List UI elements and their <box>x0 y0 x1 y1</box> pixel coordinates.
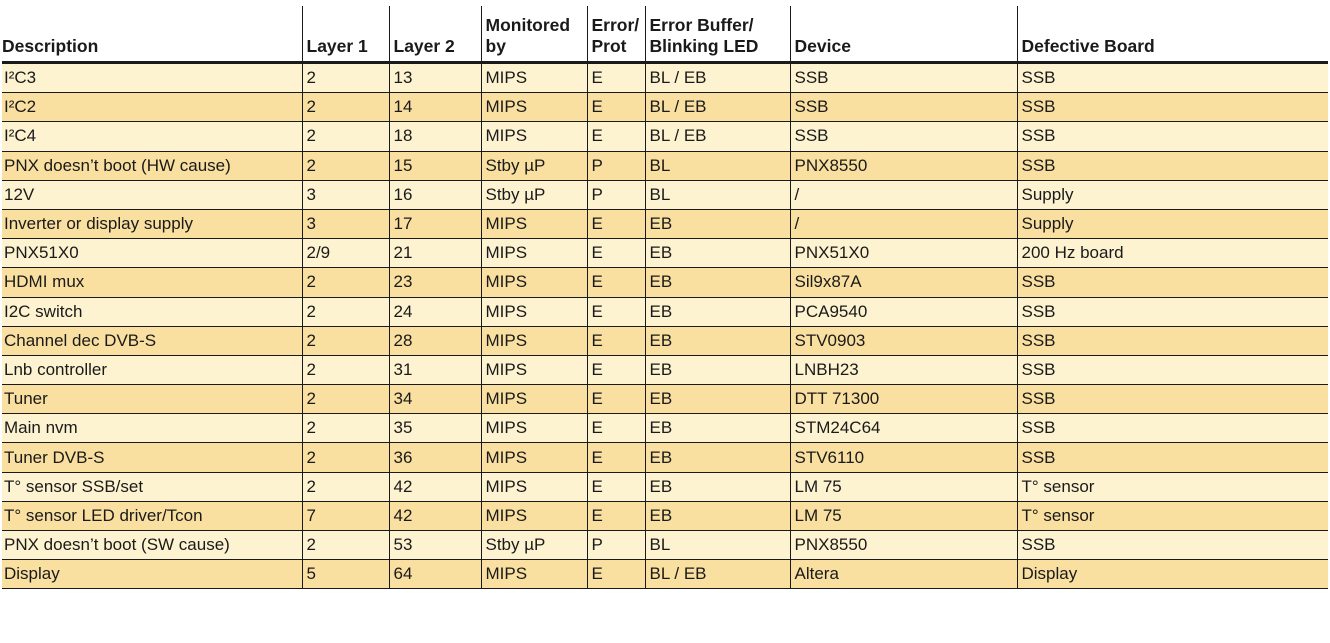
cell-monitored-by: MIPS <box>481 414 587 443</box>
cell-error-prot: E <box>587 414 645 443</box>
table-row <box>2 355 1328 384</box>
cell-layer-1: 2 <box>302 472 389 501</box>
cell-device: PNX51X0 <box>790 239 1017 268</box>
cell-error-buffer: EB <box>645 443 790 472</box>
cell-layer-2: 17 <box>389 209 481 238</box>
cell-layer-1: 2 <box>302 531 389 560</box>
cell-monitored-by: MIPS <box>481 355 587 384</box>
cell-error-prot: E <box>587 239 645 268</box>
cell-defective-board: SSB <box>1017 385 1328 414</box>
cell-error-buffer: EB <box>645 297 790 326</box>
cell-monitored-by: MIPS <box>481 326 587 355</box>
table-row <box>2 122 1328 151</box>
cell-error-prot: E <box>587 297 645 326</box>
header-layer-1: Layer 1 <box>302 6 389 63</box>
cell-layer-1: 2 <box>302 268 389 297</box>
cell-monitored-by: MIPS <box>481 63 587 93</box>
header-description: Description <box>2 6 302 63</box>
cell-layer-1: 2 <box>302 443 389 472</box>
cell-defective-board: SSB <box>1017 414 1328 443</box>
table-body <box>2 63 1328 589</box>
cell-layer-1: 2 <box>302 63 389 93</box>
cell-error-buffer: BL <box>645 531 790 560</box>
cell-description: Main nvm <box>2 414 302 443</box>
cell-error-buffer: EB <box>645 209 790 238</box>
cell-device: Sil9x87A <box>790 268 1017 297</box>
cell-device: LM 75 <box>790 472 1017 501</box>
table-row <box>2 209 1328 238</box>
cell-error-buffer: EB <box>645 472 790 501</box>
cell-layer-2: 42 <box>389 501 481 530</box>
table-row <box>2 385 1328 414</box>
cell-layer-1: 2 <box>302 355 389 384</box>
cell-error-prot: P <box>587 531 645 560</box>
table-row <box>2 151 1328 180</box>
cell-layer-1: 2 <box>302 414 389 443</box>
cell-layer-2: 35 <box>389 414 481 443</box>
cell-defective-board: T° sensor <box>1017 501 1328 530</box>
cell-layer-1: 7 <box>302 501 389 530</box>
cell-description: T° sensor LED driver/Tcon <box>2 501 302 530</box>
cell-device: SSB <box>790 63 1017 93</box>
cell-layer-1: 5 <box>302 560 389 589</box>
cell-device: PCA9540 <box>790 297 1017 326</box>
cell-layer-1: 2 <box>302 326 389 355</box>
cell-monitored-by: MIPS <box>481 501 587 530</box>
cell-error-prot: E <box>587 472 645 501</box>
cell-error-buffer: EB <box>645 355 790 384</box>
cell-defective-board: SSB <box>1017 443 1328 472</box>
cell-monitored-by: MIPS <box>481 122 587 151</box>
cell-device: STM24C64 <box>790 414 1017 443</box>
cell-monitored-by: Stby µP <box>481 180 587 209</box>
cell-layer-2: 15 <box>389 151 481 180</box>
cell-error-buffer: EB <box>645 414 790 443</box>
cell-description: PNX51X0 <box>2 239 302 268</box>
cell-error-prot: E <box>587 443 645 472</box>
cell-error-prot: P <box>587 151 645 180</box>
cell-error-prot: E <box>587 122 645 151</box>
cell-defective-board: 200 Hz board <box>1017 239 1328 268</box>
cell-description: I²C3 <box>2 63 302 93</box>
cell-device: STV0903 <box>790 326 1017 355</box>
cell-device: LM 75 <box>790 501 1017 530</box>
cell-description: Inverter or display supply <box>2 209 302 238</box>
cell-layer-2: 14 <box>389 93 481 122</box>
cell-description: Lnb controller <box>2 355 302 384</box>
cell-device: STV6110 <box>790 443 1017 472</box>
cell-layer-2: 13 <box>389 63 481 93</box>
table-row <box>2 297 1328 326</box>
table-row <box>2 531 1328 560</box>
cell-error-prot: E <box>587 326 645 355</box>
table-row <box>2 63 1328 93</box>
cell-monitored-by: MIPS <box>481 472 587 501</box>
header-row <box>2 6 1328 63</box>
cell-description: Channel dec DVB-S <box>2 326 302 355</box>
cell-error-buffer: BL / EB <box>645 560 790 589</box>
cell-layer-2: 24 <box>389 297 481 326</box>
cell-description: T° sensor SSB/set <box>2 472 302 501</box>
cell-device: DTT 71300 <box>790 385 1017 414</box>
cell-layer-2: 53 <box>389 531 481 560</box>
cell-device: Altera <box>790 560 1017 589</box>
cell-monitored-by: MIPS <box>481 385 587 414</box>
cell-defective-board: Display <box>1017 560 1328 589</box>
table-row <box>2 443 1328 472</box>
cell-error-buffer: BL / EB <box>645 63 790 93</box>
cell-error-buffer: BL / EB <box>645 122 790 151</box>
header-monitored-by: Monitored by <box>481 6 587 63</box>
table-row <box>2 93 1328 122</box>
cell-defective-board: SSB <box>1017 355 1328 384</box>
cell-device: PNX8550 <box>790 531 1017 560</box>
header-layer-2: Layer 2 <box>389 6 481 63</box>
cell-device: SSB <box>790 122 1017 151</box>
table-row <box>2 239 1328 268</box>
cell-device: PNX8550 <box>790 151 1017 180</box>
cell-device: / <box>790 180 1017 209</box>
cell-monitored-by: Stby µP <box>481 531 587 560</box>
cell-error-prot: E <box>587 268 645 297</box>
cell-error-buffer: BL <box>645 180 790 209</box>
cell-description: PNX doesn’t boot (SW cause) <box>2 531 302 560</box>
cell-description: Tuner DVB-S <box>2 443 302 472</box>
cell-monitored-by: MIPS <box>481 239 587 268</box>
cell-description: PNX doesn’t boot (HW cause) <box>2 151 302 180</box>
table-row <box>2 180 1328 209</box>
cell-layer-2: 23 <box>389 268 481 297</box>
cell-defective-board: SSB <box>1017 93 1328 122</box>
cell-defective-board: SSB <box>1017 122 1328 151</box>
cell-error-buffer: EB <box>645 385 790 414</box>
cell-description: I²C2 <box>2 93 302 122</box>
cell-error-prot: E <box>587 501 645 530</box>
cell-device: SSB <box>790 93 1017 122</box>
cell-layer-2: 31 <box>389 355 481 384</box>
cell-description: I2C switch <box>2 297 302 326</box>
cell-monitored-by: Stby µP <box>481 151 587 180</box>
cell-error-buffer: BL <box>645 151 790 180</box>
cell-description: Display <box>2 560 302 589</box>
cell-error-prot: E <box>587 560 645 589</box>
cell-layer-2: 42 <box>389 472 481 501</box>
cell-defective-board: Supply <box>1017 180 1328 209</box>
cell-monitored-by: MIPS <box>481 297 587 326</box>
cell-error-prot: E <box>587 93 645 122</box>
cell-defective-board: SSB <box>1017 297 1328 326</box>
cell-layer-1: 2 <box>302 93 389 122</box>
table-row <box>2 560 1328 589</box>
cell-error-prot: E <box>587 355 645 384</box>
cell-error-buffer: EB <box>645 501 790 530</box>
cell-error-prot: P <box>587 180 645 209</box>
cell-defective-board: Supply <box>1017 209 1328 238</box>
cell-device: / <box>790 209 1017 238</box>
cell-layer-2: 64 <box>389 560 481 589</box>
cell-defective-board: SSB <box>1017 151 1328 180</box>
cell-defective-board: T° sensor <box>1017 472 1328 501</box>
cell-layer-2: 28 <box>389 326 481 355</box>
cell-layer-1: 2 <box>302 151 389 180</box>
cell-layer-2: 36 <box>389 443 481 472</box>
cell-defective-board: SSB <box>1017 268 1328 297</box>
cell-description: Tuner <box>2 385 302 414</box>
cell-error-prot: E <box>587 63 645 93</box>
header-device: Device <box>790 6 1017 63</box>
cell-error-prot: E <box>587 385 645 414</box>
cell-monitored-by: MIPS <box>481 443 587 472</box>
cell-error-buffer: EB <box>645 268 790 297</box>
cell-layer-1: 2 <box>302 385 389 414</box>
cell-layer-2: 34 <box>389 385 481 414</box>
cell-layer-1: 3 <box>302 209 389 238</box>
cell-layer-2: 18 <box>389 122 481 151</box>
cell-monitored-by: MIPS <box>481 93 587 122</box>
cell-defective-board: SSB <box>1017 326 1328 355</box>
cell-error-buffer: EB <box>645 326 790 355</box>
cell-description: HDMI mux <box>2 268 302 297</box>
table-row <box>2 326 1328 355</box>
cell-defective-board: SSB <box>1017 63 1328 93</box>
cell-layer-1: 2/9 <box>302 239 389 268</box>
header-error-buffer: Error Buffer/ Blinking LED <box>645 6 790 63</box>
table-row <box>2 472 1328 501</box>
cell-monitored-by: MIPS <box>481 209 587 238</box>
cell-layer-1: 3 <box>302 180 389 209</box>
cell-layer-1: 2 <box>302 297 389 326</box>
cell-error-prot: E <box>587 209 645 238</box>
error-code-table <box>2 6 1328 589</box>
cell-monitored-by: MIPS <box>481 268 587 297</box>
header-defective-board: Defective Board <box>1017 6 1328 63</box>
cell-layer-1: 2 <box>302 122 389 151</box>
table-row <box>2 501 1328 530</box>
cell-description: 12V <box>2 180 302 209</box>
cell-error-buffer: BL / EB <box>645 93 790 122</box>
cell-layer-2: 16 <box>389 180 481 209</box>
cell-error-buffer: EB <box>645 239 790 268</box>
cell-monitored-by: MIPS <box>481 560 587 589</box>
cell-defective-board: SSB <box>1017 531 1328 560</box>
cell-layer-2: 21 <box>389 239 481 268</box>
table-row <box>2 414 1328 443</box>
header-error-prot: Error/ Prot <box>587 6 645 63</box>
cell-device: LNBH23 <box>790 355 1017 384</box>
table-row <box>2 268 1328 297</box>
cell-description: I²C4 <box>2 122 302 151</box>
table-header <box>2 6 1328 63</box>
